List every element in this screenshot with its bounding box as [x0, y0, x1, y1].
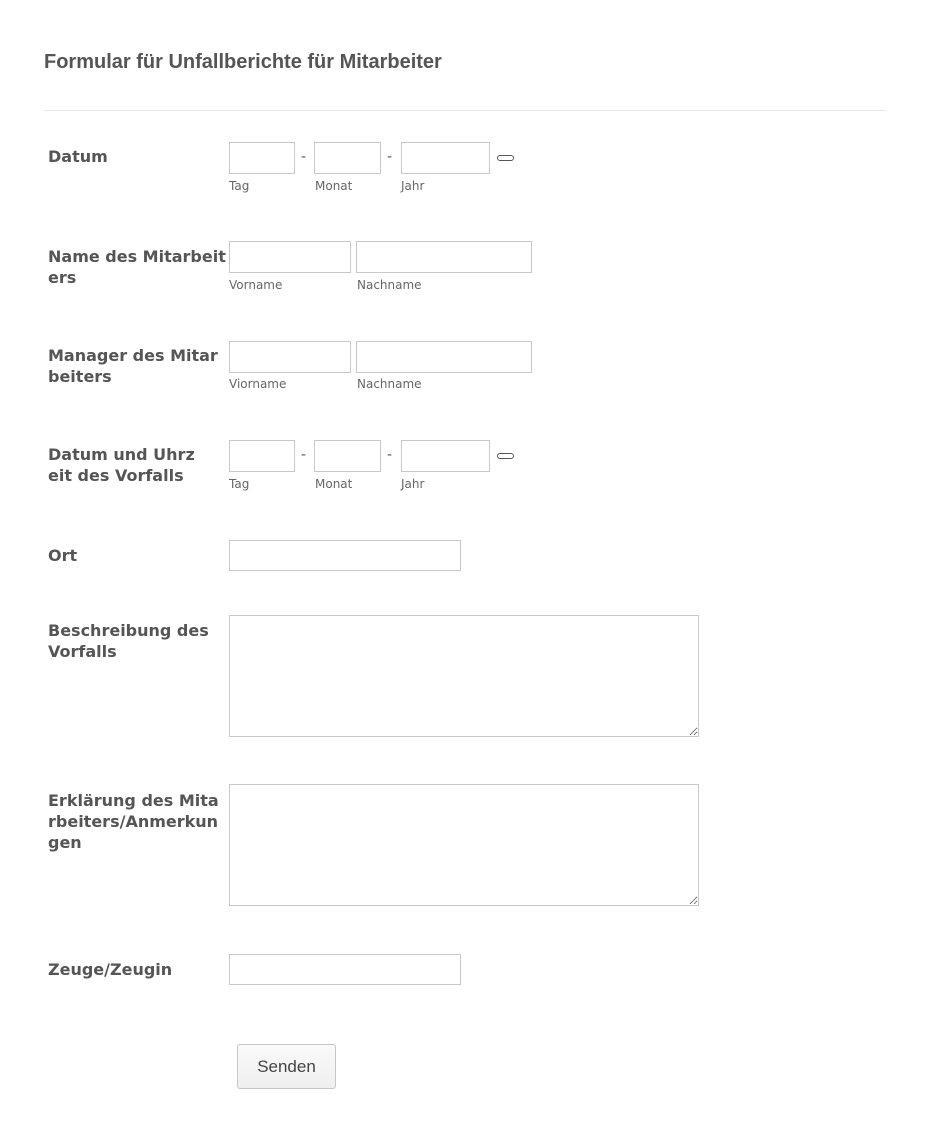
- incident-year-input[interactable]: [401, 440, 490, 472]
- erklaerung-textarea[interactable]: [229, 784, 699, 906]
- incident-month-input[interactable]: [314, 440, 381, 472]
- manager-last-input[interactable]: [356, 341, 532, 373]
- manager-first-input[interactable]: [229, 341, 351, 373]
- name-last-input[interactable]: [356, 241, 532, 273]
- zeuge-input[interactable]: [229, 954, 461, 985]
- beschreibung-textarea[interactable]: [229, 615, 699, 737]
- incident-day-sublabel: Tag: [229, 477, 250, 491]
- manager-label: Manager des Mitarbeiters: [48, 346, 218, 386]
- datum-year-sublabel: Jahr: [401, 179, 425, 193]
- manager-last-sublabel: Nachname: [357, 377, 422, 391]
- incident-day-input[interactable]: [229, 440, 295, 472]
- submit-button[interactable]: Senden: [237, 1044, 336, 1089]
- calendar-icon[interactable]: [497, 453, 514, 459]
- datum-day-sublabel: Tag: [229, 179, 250, 193]
- datum-day-input[interactable]: [229, 142, 295, 174]
- datum-month-sublabel: Monat: [315, 179, 353, 193]
- title-divider: [44, 110, 886, 111]
- ort-label: Ort: [48, 546, 78, 565]
- zeuge-label: Zeuge/Zeugin: [48, 960, 173, 979]
- datum-separator-1: -: [301, 149, 307, 165]
- name-first-input[interactable]: [229, 241, 351, 273]
- ort-input[interactable]: [229, 540, 461, 571]
- name-first-sublabel: Vorname: [229, 278, 283, 292]
- datum-separator-2: -: [387, 149, 393, 165]
- datum-month-input[interactable]: [314, 142, 381, 174]
- incident-separator-1: -: [301, 447, 307, 463]
- form-title: Formular für Unfallberichte für Mitarbeiter: [44, 51, 442, 73]
- datum-year-input[interactable]: [401, 142, 490, 174]
- erklaerung-label: Erklärung des Mitarbeiters/Anmerkungen: [48, 791, 219, 852]
- beschreibung-label: Beschreibung des Vorfalls: [48, 621, 209, 661]
- incident-year-sublabel: Jahr: [401, 477, 425, 491]
- calendar-icon[interactable]: [497, 155, 514, 161]
- name-label: Name des Mitarbeiters: [48, 247, 226, 287]
- name-last-sublabel: Nachname: [357, 278, 422, 292]
- incident-separator-2: -: [387, 447, 393, 463]
- manager-first-sublabel: Viorname: [229, 377, 287, 391]
- incident-month-sublabel: Monat: [315, 477, 353, 491]
- datum-label: Datum: [48, 147, 108, 166]
- incident-datetime-label: Datum und Uhrzeit des Vorfalls: [48, 445, 195, 485]
